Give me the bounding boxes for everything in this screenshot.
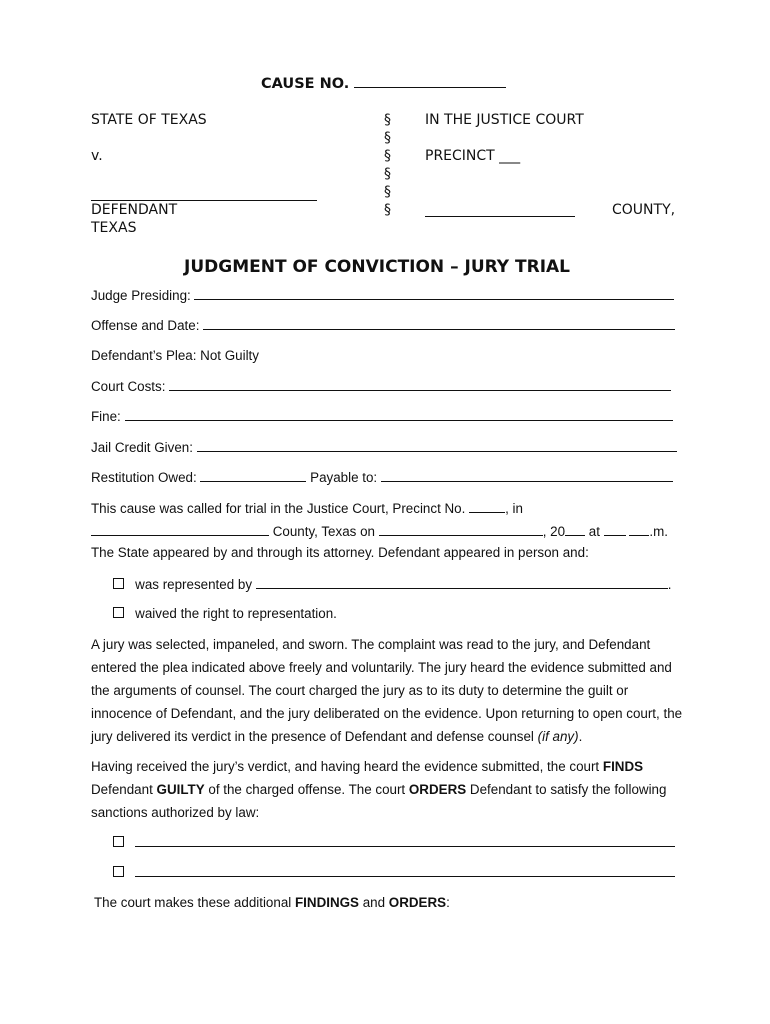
precinct-label: PRECINCT ___ (425, 148, 521, 164)
offense-label: Offense and Date: (91, 318, 200, 333)
additional-findings-line (94, 895, 450, 910)
court-name: IN THE JUSTICE COURT (425, 112, 584, 128)
cause-label: CAUSE NO. (261, 76, 350, 92)
sanction-blank[interactable] (135, 864, 675, 877)
appeared-line: The State appeared by and through its attorney. Defendant appeared in person and: (91, 545, 589, 560)
restitution-label: Restitution Owed: (91, 470, 197, 485)
section-mark: § (384, 166, 391, 182)
fine-blank[interactable] (125, 408, 673, 421)
trial-text-b: , in (505, 501, 523, 516)
and-text: and (362, 895, 386, 910)
guilty-text: GUILTY (156, 782, 205, 797)
jail-credit-field (91, 439, 677, 455)
fine-label: Fine: (91, 409, 121, 424)
waived-option[interactable] (113, 606, 337, 621)
if-any-text: (if any) (537, 729, 579, 744)
sanction-blank[interactable] (135, 834, 675, 847)
county-blank[interactable] (425, 216, 575, 217)
texas-label: TEXAS (91, 220, 137, 236)
jury-end: . (578, 729, 583, 744)
checkbox[interactable] (113, 578, 124, 589)
m-label: .m. (649, 524, 669, 539)
section-mark: § (384, 148, 391, 164)
defendant-label: DEFENDANT (91, 202, 178, 218)
colon: : (446, 895, 450, 910)
checkbox[interactable] (113, 866, 124, 877)
trial-line-1 (91, 500, 523, 516)
at-label: at (588, 524, 600, 539)
plea-field: Defendant’s Plea: Not Guilty (91, 348, 259, 363)
document-title: JUDGMENT OF CONVICTION – JURY TRIAL (184, 257, 571, 277)
findings-text: FINDINGS (295, 895, 359, 910)
verdict-text-2: Defendant (91, 782, 153, 797)
precinct-number-blank[interactable] (469, 500, 505, 513)
orders-text: ORDERS (408, 782, 467, 797)
fine-field (91, 408, 673, 424)
court-costs-blank[interactable] (169, 378, 671, 391)
defendant-name-blank[interactable] (91, 200, 317, 201)
offense-field (91, 317, 675, 333)
represented-option[interactable] (113, 576, 672, 592)
court-costs-label: Court Costs: (91, 379, 166, 394)
verdict-paragraph (91, 755, 691, 824)
judge-field (91, 287, 674, 303)
verdict-text-4: Defendant to satisfy the following sanctions authorized by law: (91, 782, 667, 820)
additional-text: The court makes these additional (94, 895, 292, 910)
versus: v. (91, 148, 103, 164)
represented-label: was represented by (135, 577, 253, 592)
verdict-text-1: Having received the jury’s verdict, and having heard the evidence submitted, the court (91, 759, 600, 774)
judge-blank[interactable] (194, 287, 674, 300)
jury-paragraph (91, 633, 691, 748)
waived-label: waived the right to representation. (135, 606, 337, 621)
trial-line-2 (91, 523, 668, 539)
county-label: COUNTY, (612, 202, 676, 218)
payable-to-blank[interactable] (381, 469, 673, 482)
hour-blank[interactable] (604, 523, 626, 536)
cause-number (261, 75, 506, 92)
section-mark: § (384, 130, 391, 146)
verdict-text-3: of the charged offense. The court (208, 782, 406, 797)
section-mark: § (384, 202, 391, 218)
checkbox[interactable] (113, 607, 124, 618)
jail-credit-label: Jail Credit Given: (91, 440, 193, 455)
sanction-option-1[interactable] (113, 834, 675, 850)
trial-text-a: This cause was called for trial in the Justice Court, Precinct No. (91, 501, 466, 516)
period: . (667, 577, 672, 592)
county-texas-on: County, Texas on (272, 524, 375, 539)
finds-text: FINDS (602, 759, 644, 774)
offense-blank[interactable] (203, 317, 675, 330)
section-mark: § (384, 112, 391, 128)
trial-county-blank[interactable] (91, 523, 269, 536)
counsel-blank[interactable] (256, 576, 668, 589)
restitution-blank[interactable] (200, 469, 306, 482)
judge-label: Judge Presiding: (91, 288, 191, 303)
state-of-texas: STATE OF TEXAS (91, 112, 207, 128)
sanction-option-2[interactable] (113, 864, 675, 880)
year-blank[interactable] (565, 523, 585, 536)
orders-text: ORDERS (388, 895, 447, 910)
checkbox[interactable] (113, 836, 124, 847)
jury-text: A jury was selected, impaneled, and sworn. The complaint was read to the jury, and Defendant entered the plea indicated above freely and voluntarily. The jury heard the evidence submitted and the arguments of counsel. The court charged the jury as to its duty to determine the guilt or innocence of Defendant, and the jury deliberated on the evidence. Upon returning to open court, the jury delivered its verdict in the presence of Defendant and defense counsel (91, 637, 683, 744)
trial-date-blank[interactable] (379, 523, 543, 536)
court-costs-field (91, 378, 671, 394)
restitution-field (91, 469, 673, 485)
payable-to-label: Payable to: (310, 470, 378, 485)
section-mark: § (384, 184, 391, 200)
year-prefix: , 20 (542, 524, 566, 539)
cause-number-blank[interactable] (354, 75, 506, 88)
am-pm-blank[interactable] (629, 523, 649, 536)
jail-credit-blank[interactable] (197, 439, 677, 452)
